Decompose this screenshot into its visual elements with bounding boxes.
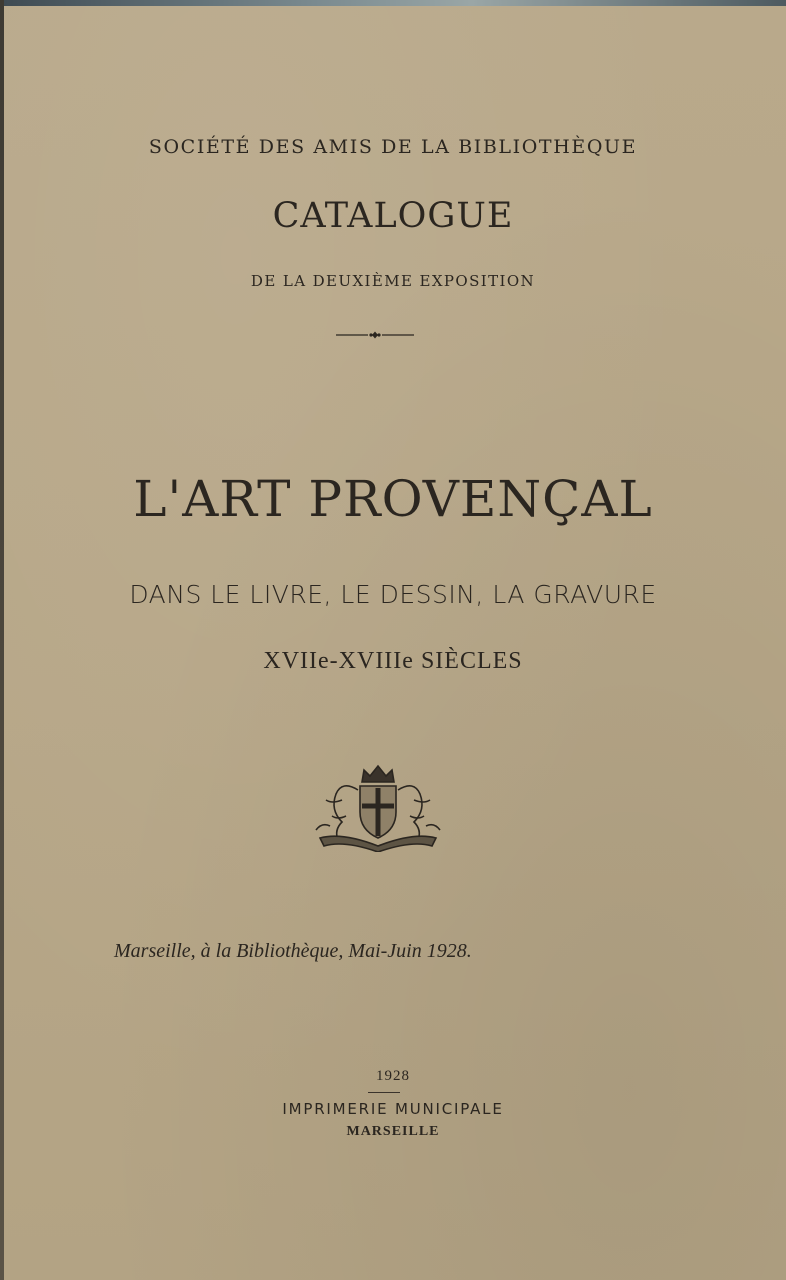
page-left-edge <box>0 0 4 1280</box>
printer-name: IMPRIMERIE MUNICIPALE <box>282 1100 504 1118</box>
exhibition-place-date: Marseille, à la Bibliothèque, Mai-Juin 1928. <box>114 940 472 962</box>
catalogue-heading: CATALOGUE <box>272 196 514 236</box>
year-rule <box>368 1092 400 1093</box>
society-name: SOCIÉTÉ DES AMIS DE LA BIBLIOTHÈQUE <box>148 136 638 158</box>
exposition-subheading: DE LA DEUXIÈME EXPOSITION <box>250 272 536 290</box>
book-subtitle: DANS LE LIVRE, LE DESSIN, LA GRAVURE <box>129 580 657 609</box>
ornamental-rule-icon <box>336 330 414 340</box>
century-line: XVIIe-XVIIIe SIÈCLES <box>263 648 523 674</box>
publication-year: 1928 <box>376 1068 410 1084</box>
marseille-coat-of-arms-icon <box>312 760 444 852</box>
page-top-edge <box>0 0 786 6</box>
printer-city: MARSEILLE <box>346 1124 440 1139</box>
book-title: L'ART PROVENÇAL <box>133 470 653 528</box>
